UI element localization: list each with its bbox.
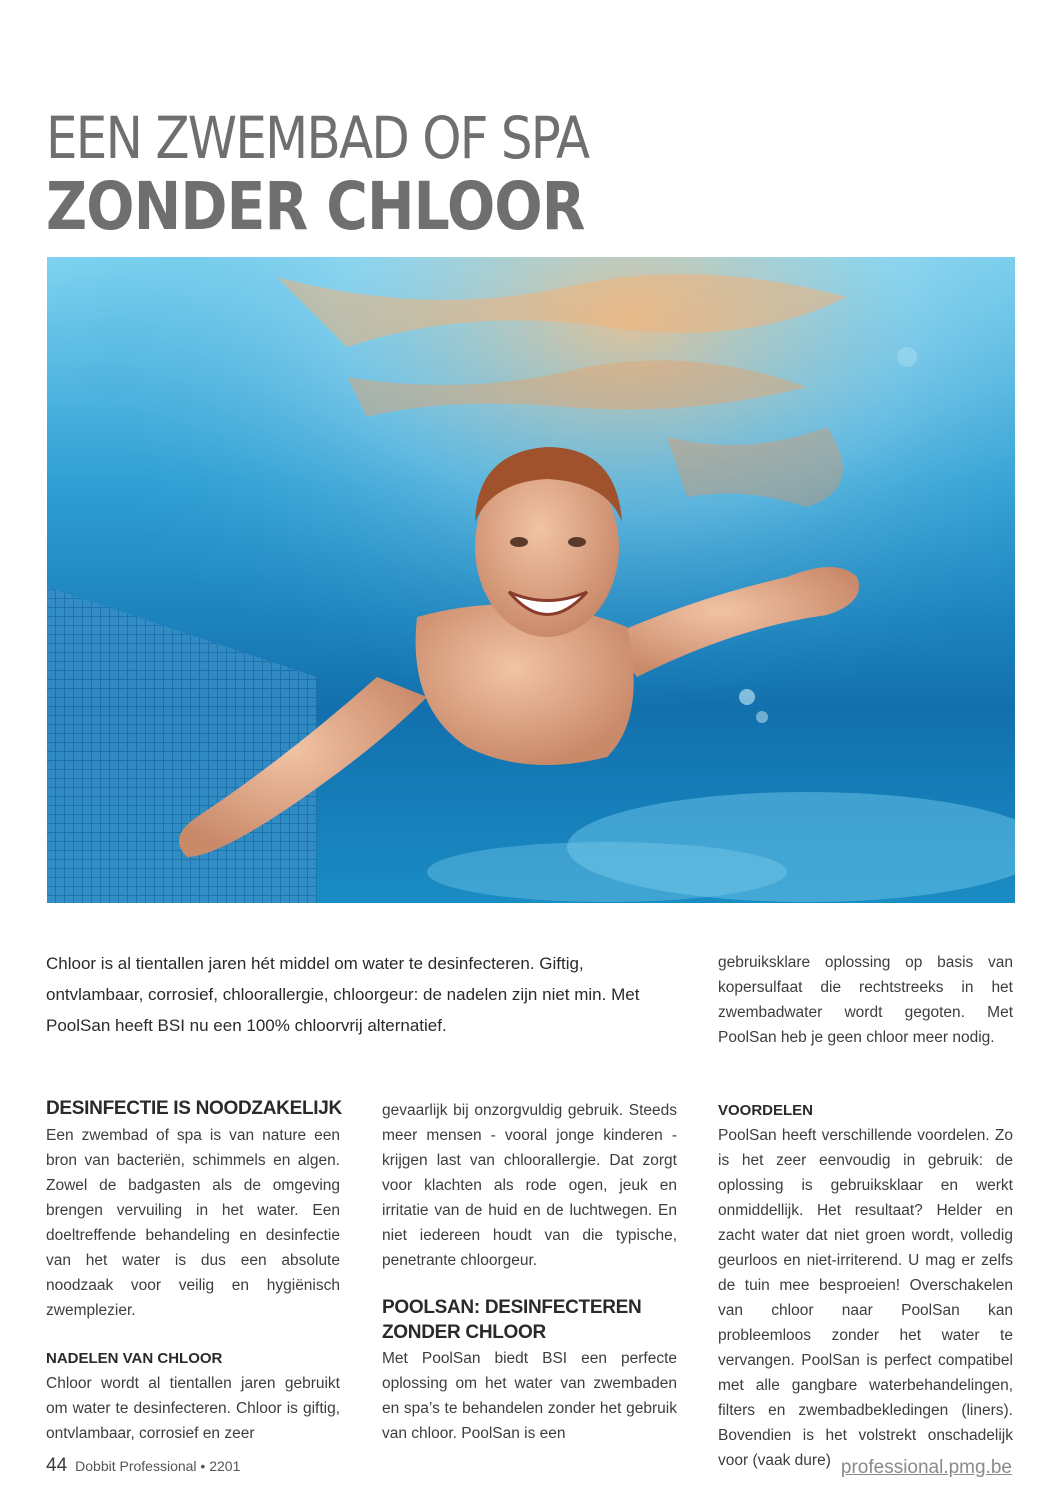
- publication-name: Dobbit Professional • 2201: [75, 1458, 241, 1474]
- paragraph-chloorallergie: gevaarlijk bij onzorgvuldig gebruik. Steeds meer mensen - vooral jonge kinderen - krijgen last van chloorallergie. Dat zorgt voor klachten als rode ogen, jeuk en irritatie van de huid en de luchtwegen. En niet iedereen houdt van die typische, penetrante chloorgeur.: [382, 1102, 677, 1269]
- underwater-photo-illustration: [47, 257, 1015, 903]
- title-line-2: ZONDER CHLOOR: [46, 168, 585, 245]
- title-line-1: EEN ZWEMBAD OF SPA: [46, 104, 589, 172]
- article-photo: [47, 257, 1015, 903]
- heading-poolsan-line2: ZONDER CHLOOR: [382, 1322, 546, 1343]
- paragraph-nadelen: Chloor wordt al tientallen jaren gebruikt om water te desinfecteren. Chloor is giftig, ontvlambaar, corrosief en zeer: [46, 1375, 340, 1442]
- intro-paragraph: Chloor is al tientallen jaren hét middel om water te desinfecteren. Giftig, ontvlambaar, corrosief, chloorallergie, chloorgeur: de nadelen zijn niet min. Met PoolSan heeft BSI nu een 100% chloorvrij alternatief.: [46, 954, 640, 1035]
- paragraph-oplossing: gebruiksklare oplossing op basis van kopersulfaat die rechtstreeks in het zwembadwater wordt gegoten. Met PoolSan heb je geen chloor meer nodig.: [718, 954, 1013, 1046]
- paragraph-voordelen: PoolSan heeft verschillende voordelen. Zo is het zeer eenvoudig in gebruik: de oplossing is gebruiksklaar en werkt onmiddellijk. Het resultaat? Helder en zacht water dat niet groen wordt, volledig geurloos en niet-irriterend. U mag er zelfs de tuin mee besproeien! Overschakelen van chloor naar PoolSan kan probleemloos zonder het water te vervangen. PoolSan is perfect compatibel met alle gangbare waterbehandelingen, filters en zwembadbekledingen (liners). Bovendien is het volstrekt onschadelijk voor (vaak dure): [718, 1127, 1013, 1469]
- website-link[interactable]: professional.pmg.be: [840, 1457, 1012, 1478]
- heading-nadelen: NADELEN VAN CHLOOR: [46, 1350, 223, 1367]
- heading-voordelen: VOORDELEN: [718, 1102, 814, 1119]
- heading-poolsan: POOLSAN: DESINFECTEREN: [382, 1297, 642, 1318]
- heading-desinfectie: DESINFECTIE IS NOODZAKELIJK: [46, 1098, 342, 1119]
- footer-left: [46, 1455, 240, 1477]
- paragraph-poolsan: Met PoolSan biedt BSI een perfecte oplossing om het water van zwembaden en spa’s te behandelen zonder het gebruik van chloor. PoolSan is een: [382, 1350, 677, 1442]
- page-number: 44: [46, 1455, 68, 1476]
- paragraph-desinfectie: Een zwembad of spa is van nature een bron van bacteriën, schimmels en algen. Zowel de badgasten als de omgeving brengen vervuiling in het water. Een doeltreffende behandeling en desinfectie van het water is dus een absolute noodzaak voor veilig en hygiënisch zwemplezier.: [46, 1127, 340, 1319]
